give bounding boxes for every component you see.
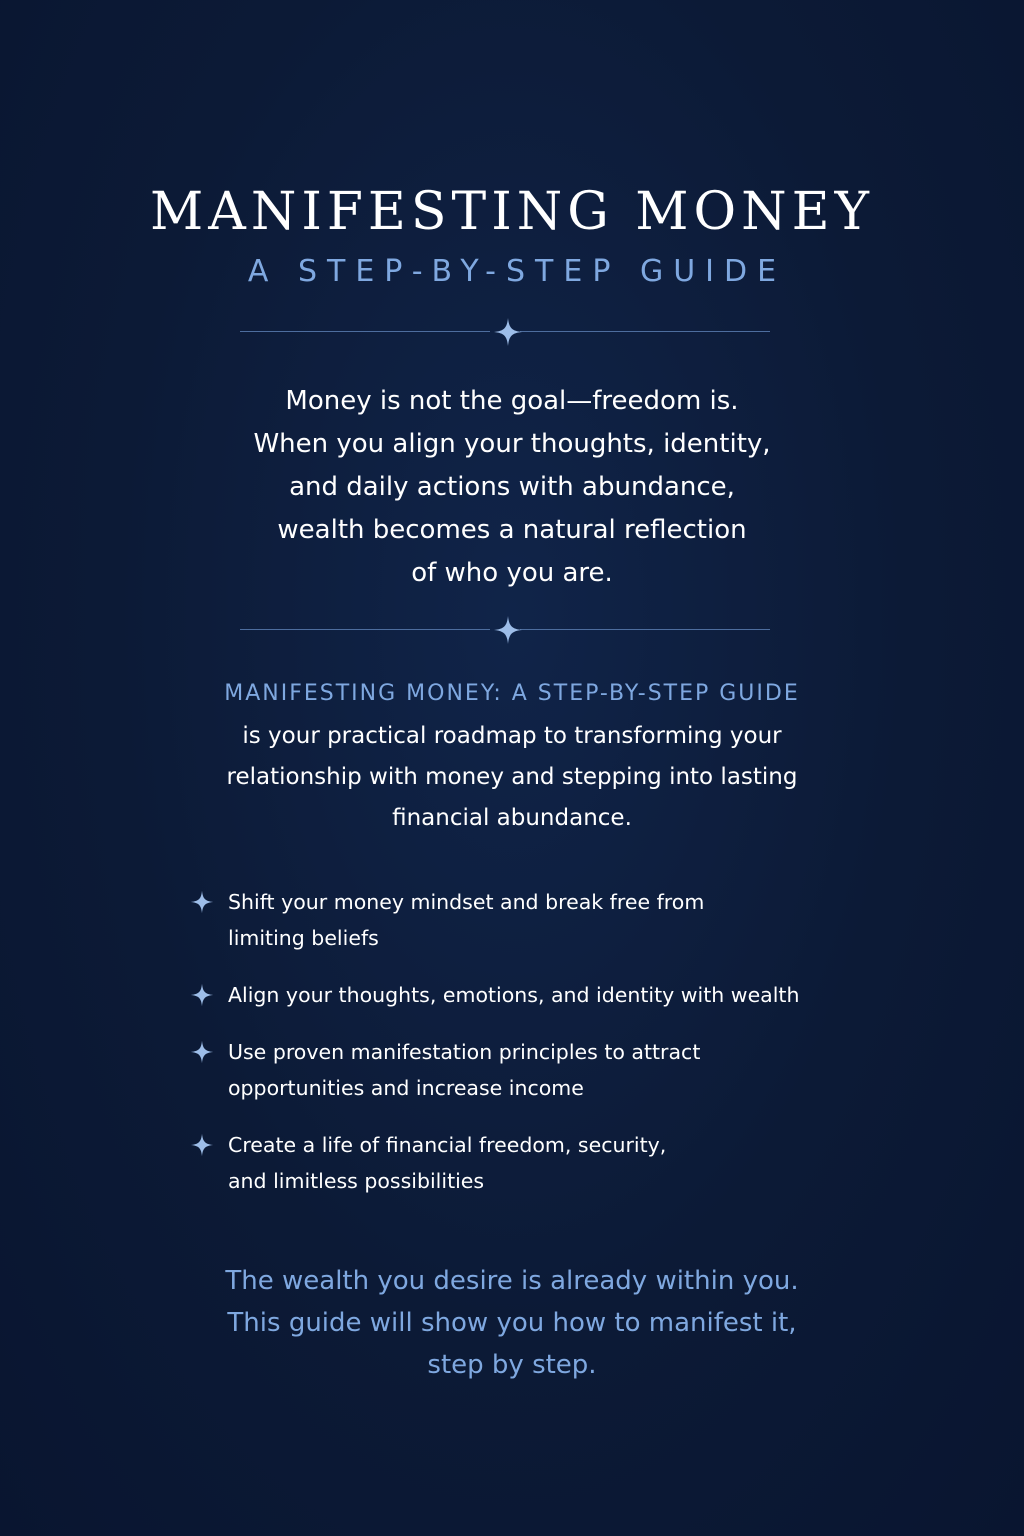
intro-line: wealth becomes a natural reflection [277,515,747,545]
benefit-text: and limitless possibilities [228,1169,485,1193]
page-title: MANIFESTING MONEY [150,182,874,242]
divider-line-right [520,629,770,630]
sparkle-icon [493,317,523,347]
sparkle-icon [190,983,214,1007]
guide-description [0,716,1024,839]
intro-line: of who you are. [411,558,613,588]
guide-heading: MANIFESTING MONEY: A STEP-BY-STEP GUIDE [224,681,800,706]
sparkle-icon [190,1040,214,1064]
page-subtitle: A STEP-BY-STEP GUIDE [247,254,787,289]
benefit-item [190,1127,666,1199]
guide-description-line: relationship with money and stepping into lasting [226,764,798,790]
closing-line: step by step. [427,1350,597,1380]
intro-line: When you align your thoughts, identity, [253,429,771,459]
sparkle-icon [493,615,523,645]
closing-paragraph [0,1260,1024,1386]
guide-description-line: is your practical roadmap to transforming your [242,723,782,749]
benefit-text: opportunities and increase income [228,1076,584,1100]
divider-middle [240,615,770,645]
closing-line: The wealth you desire is already within you. [225,1266,799,1296]
benefit-item [190,1034,700,1106]
benefit-item [190,977,799,1013]
sparkle-icon [190,1133,214,1157]
benefit-text: Create a life of financial freedom, security, [228,1133,667,1157]
benefit-text: limiting beliefs [228,926,379,950]
intro-line: Money is not the goal—freedom is. [285,386,739,416]
intro-line: and daily actions with abundance, [289,472,735,502]
closing-line: This guide will show you how to manifest it, [227,1308,797,1338]
divider-line-left [240,331,490,332]
divider-line-left [240,629,490,630]
benefit-text: Align your thoughts, emotions, and identity with wealth [228,983,800,1007]
benefit-item [190,884,704,956]
benefit-text: Shift your money mindset and break free from [228,890,705,914]
divider-top [240,317,770,347]
divider-line-right [520,331,770,332]
sparkle-icon [190,890,214,914]
benefit-text: Use proven manifestation principles to attract [228,1040,701,1064]
guide-description-line: financial abundance. [392,805,632,831]
intro-paragraph [0,380,1024,595]
